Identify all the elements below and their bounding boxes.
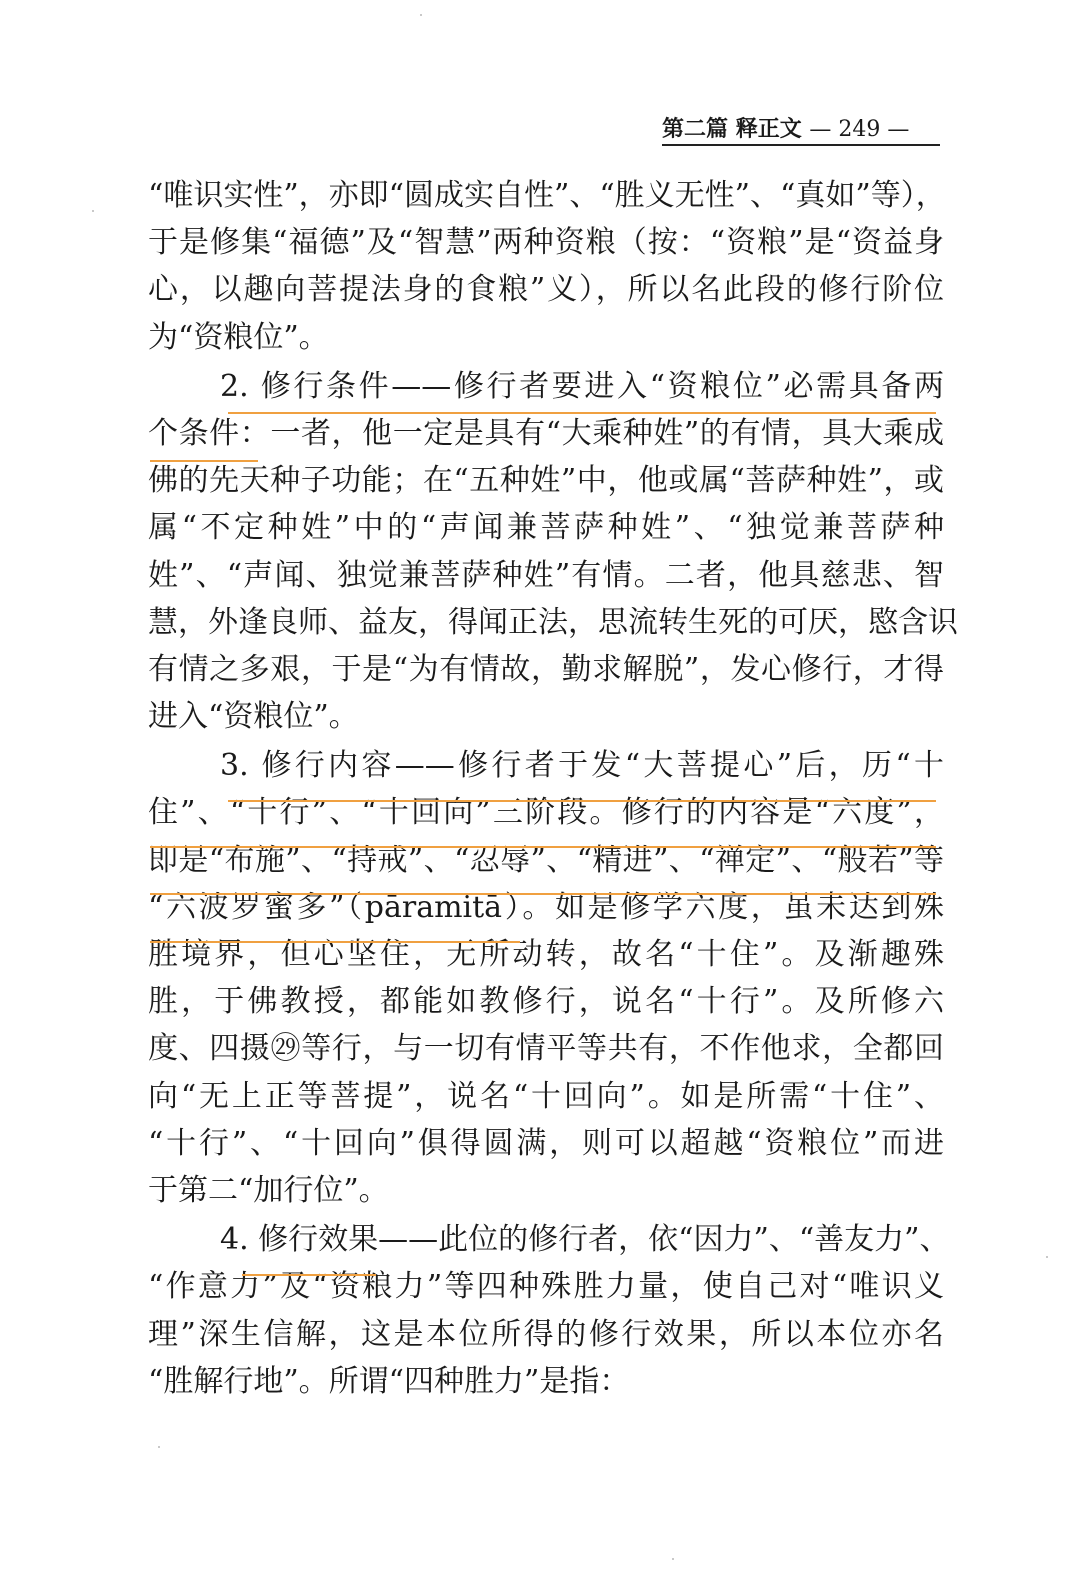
running-head [662,112,940,146]
text-line: 向“无上正等菩提”，说名“十回向”。如是所需“十住”、 [148,1078,944,1114]
text-line: 姓”、“声闻、独觉兼菩萨种姓”有情。二者，他具慈悲、智 [148,557,944,593]
text-line: “胜解行地”。所谓“四种胜力”是指： [148,1363,630,1399]
highlight-underline [242,1274,376,1276]
text-line: 佛的先天种子功能；在“五种姓”中，他或属“菩萨种姓”，或 [148,463,944,499]
paragraph-start-effects: 4. 修行效果——此位的修行者，依“因力”、“善友力”、 [220,1222,950,1258]
highlight-underline [150,846,936,848]
paragraph-start-conditions: 2. 修行条件——修行者要进入“资粮位”必需具备两 [220,368,944,404]
text-line: “唯识实性”，亦即“圆成实自性”、“胜义无性”、“真如”等）， [148,178,946,213]
text-line: 于是修集“福德”及“智慧”两种资粮（按：“资粮”是“资益身 [148,225,944,261]
text-line: 进入“资粮位”。 [148,699,359,735]
text-line: 为“资粮位”。 [148,319,329,355]
highlight-underline [150,460,258,462]
scan-speck [92,210,94,212]
page-number: — 249 — [809,117,910,142]
text-line: 个条件：一者，他一定是具有“大乘种姓”的有情，具大乘成 [148,415,944,451]
highlight-underline [150,893,936,895]
highlight-underline [228,412,936,414]
text-line: 胜，于佛教授，都能如教修行，说名“十行”。及所修六 [148,984,944,1020]
highlight-underline [228,800,936,802]
text-line: 有情之多艰，于是“为有情故，勤求解脱”，发心修行，才得 [148,651,944,687]
text-line: 即是“布施”、“持戒”、“忍辱”、“精进”、“禅定”、“般若”等 [148,842,944,878]
text-line: 于第二“加行位”。 [148,1172,389,1208]
text-line: “六波罗蜜多”（pāramitā）。如是修学六度，虽未达到殊 [148,889,944,925]
text-line: 胜境界，但心坚住，无所动转，故名“十住”。及渐趣殊 [148,937,944,972]
scan-speck [158,1446,160,1448]
text-line: 住”、“十行”、“十回向”三阶段。修行的内容是“六度”， [148,795,944,831]
text-line: 心，以趣向菩提法身的食粮”义），所以名此段的修行阶位 [148,272,944,308]
text-line: “十行”、“十回向”俱得圆满，则可以超越“资粮位”而进 [148,1125,944,1161]
text-line: 理”深生信解，这是本位所得的修行效果，所以本位亦名 [148,1316,944,1352]
header-rule [662,144,940,146]
body-text [148,172,958,1405]
chapter-label: 第二篇 [662,116,729,142]
scan-speck [1046,1256,1048,1258]
text-line: “作意力”及“资粮力”等四种殊胜力量，使自己对“唯识义 [148,1269,944,1305]
section-label: 释正文 [735,116,802,142]
text-line: 属“不定种姓”中的“声闻兼菩萨种姓”、“独觉兼菩萨种 [148,510,944,546]
scan-speck [420,14,422,16]
text-line: 慧，外逢良师、益友，得闻正法，思流转生死的可厌，愍含识 [148,604,958,640]
highlight-underline [150,941,520,943]
text-line: 度、四摄㉙等行，与一切有情平等共有，不作他求，全都回 [148,1031,944,1067]
scan-speck [672,1558,674,1560]
paragraph-start-content: 3. 修行内容——修行者于发“大菩提心”后，历“十 [220,748,944,784]
